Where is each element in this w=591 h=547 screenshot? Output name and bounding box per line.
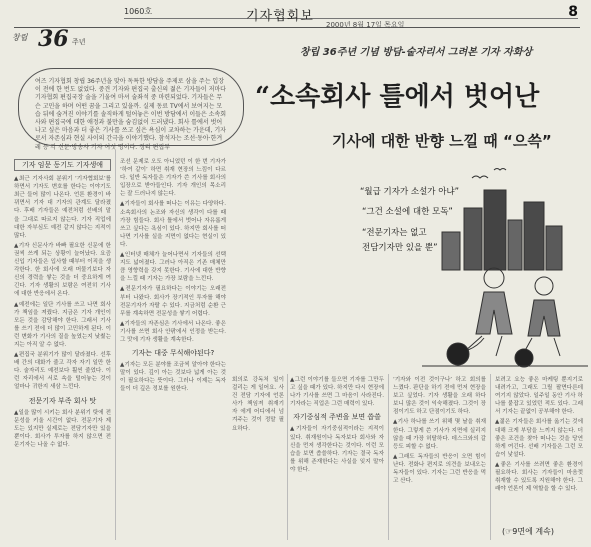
paragraph: ▲그래도 독자들의 반응이 오면 힘이 난다. 전화나 편지로 의견을 보내오는 독자들이 있다. 기자는 그런 반응을 먹고 산다. bbox=[393, 453, 486, 485]
article-column bbox=[120, 158, 226, 534]
issue-number: 1060호 bbox=[124, 7, 153, 16]
paragraph: 회의로 강독처 일이 걸리는 게 일어요. 사건 전담 기자에 언론사가 책임져 취재기자 에게 어디에서 넘겨주는 것이 정말 필요하다. bbox=[232, 377, 284, 432]
paragraph: ▲최근 기자사회 분위기 ‘기자협회보’를 하면서 기자도 변호를 한다는 이야기도 최근 들어 많이 나온다. 언론 환경이 바뀌면서 기자 대 기자의 관계도 달라졌다. 후배 기자들은 예전처럼 선배의 말을 그대로 따르지 않는다. 기자 직업에 대한 자부심도 예전 같지 않다는 지적이 많다. bbox=[14, 176, 111, 239]
page-number: 8 bbox=[568, 4, 578, 20]
paragraph: ▲전문기자가 필요하다는 이야기는 오래전부터 나왔다. 회사가 장기적인 투자를 해야 전문기자가 자랄 수 있다. 지금처럼 순환 근무를 계속하면 전문성을 쌓기 어렵다. bbox=[120, 286, 226, 317]
section-heading: 자기중심적 주변을 보면 씁쓸 bbox=[293, 413, 381, 422]
header-rule bbox=[124, 18, 578, 19]
paragraph: ▲기자들의 자존심은 기사에서 나온다. 좋은 기사를 쓰면 회사 안팎에서 인정을 받는다. 그 맛에 기자 생활을 계속한다. bbox=[120, 320, 226, 343]
paragraph: ▲젊은 기자들은 회사를 옮기는 것에 대해 크게 부담을 느끼지 않는다. 더 좋은 조건을 찾아 떠나는 것을 당연하게 여긴다. 선배 기자들은 그런 모습이 낯설다. bbox=[495, 419, 583, 458]
paragraph: ▲기자 신문사가 바빠 필요한 신문에 한 권씩 쓰게 되는 상황이 늘어났다. 요즘 신입 기자들은 입사할 때부터 이직을 생각한다. 한 회사에 오래 머물기보다 자신의 경력을 쌓는 것을 더 중요하게 여긴다. 기자 생활의 보람은 여전히 기사에 대한 반응에서 온다. bbox=[14, 242, 111, 298]
article-column bbox=[232, 376, 284, 534]
column-divider bbox=[490, 374, 491, 540]
paragraph: ▲일을 많이 시키는 회사 분위기 탓에 전문성을 키울 시간이 없다. 전문기자 제도는 있지만 실제로는 전담기자만 있을 뿐이다. 회사가 투자를 하지 않으면 전문기자는 나올 수 없다. bbox=[14, 409, 111, 448]
column-divider bbox=[287, 374, 288, 540]
section-heading: 기자 임문 동기도 기자생애 bbox=[14, 159, 111, 171]
page-header bbox=[14, 6, 580, 28]
paragraph: 조선 문제로 오도 아니었던 이 한 번 기자가 ‘하여 같이’ 하면 취재 현장의 느낌이 다르다. 일반 독자들은 기자가 쓴 기사를 회사의 입장으로 받아들인다. 기자 개인의 목소리는 잘 드러나지 않는다. bbox=[120, 159, 226, 198]
illustration-quote: “그건 소설에 대한 모독” bbox=[362, 207, 453, 217]
intro-box: 여즈 기자협회 창립 36주년을 맞아 독특한 방담을 주제로 삼을 주는 입장이 전에 한 번도 없었다. 중견 기자와 편집국 출신의 젊은 기자들이 저마다 기자협회 편집국장 술을 기울여 마셔 술좌석 중 마련되었다. 기자들은 무슨 고민을 하며 어떤 꿈을 그리고 있을까. 실제 동료 TV에서 보여지는 모습 뒤에 숨겨진 이야기를 솔직하게 털어놓은 이번 방담에서 이들은 소속회사와 편집국에 대한 애정과 불만을 숨김없이 드러냈다. 회사 틀에서 벗어나고 싶은 마음과 더 좋은 기사를 쓰고 싶은 욕심이 교차하는 가운데, 기자로서 자존심과 현실 사이의 간극을 이야기했다. 참석자는 조선·동아·한겨레 등 각 신문·방송사 기자 여섯 명이다. 정리 편집부 bbox=[18, 68, 244, 146]
section-heading: 전문기자 부족 회사 탓 bbox=[28, 396, 97, 405]
subheadline: 기사에 대한 반향 느낄 때 “으쓱” bbox=[332, 132, 552, 150]
issue-date: 2000년 8월 17일 목요일 bbox=[326, 21, 405, 29]
paragraph: ▲그런 이야기를 들으면 기자를 그만두고 싶을 때가 있다. 하지만 다시 현장에 나가 기사를 쓰면 그 마음이 사라진다. 기자라는 직업은 그런 매력이 있다. bbox=[290, 377, 384, 408]
paragraph: ▲기자는 모든 분야를 조금씩 알아야 한다는 말이 있다. 깊이 아는 것보다 넓게 아는 것이 필요하다는 뜻이다. 그러나 이제는 독자들이 더 깊은 정보를 원한다. bbox=[120, 362, 226, 393]
column-divider bbox=[115, 150, 116, 540]
illustration-quote: 전담기자만 있을 뿐” bbox=[362, 243, 438, 253]
illustration-quote: “월급 기자가 소설가 아냐” bbox=[360, 187, 460, 197]
paragraph: ▲인터넷 매체가 늘어나면서 기자들의 선택지도 넓어졌다. 그러나 아직은 기존 매체만큼 영향력을 갖지 못한다. 기사에 대한 반향을 느낄 때 기자는 가장 보람을 느낀다. bbox=[120, 252, 226, 283]
paragraph: ▲좋은 기사를 쓰려면 좋은 환경이 필요하다. 회사는 기자들이 마음껏 취재할 수 있도록 지원해야 한다. 그래야 언론이 제 역할을 할 수 있다. bbox=[495, 461, 583, 493]
paragraph: ▲기사 하나를 쓰기 위해 몇 날을 취재한다. 그렇게 쓴 기사가 지면에 실리지 않을 때 가장 허탈하다. 데스크와의 갈등도 피할 수 없다. bbox=[393, 419, 486, 450]
article-column bbox=[14, 154, 111, 534]
ball-and-chain-icon bbox=[447, 338, 533, 367]
paragraph: ▲기자들이 회사를 떠나는 이유는 다양하다. 소속회사의 논조와 자신의 생각이 다를 때 가장 힘들다. 회사 틀에서 벗어나 자유롭게 쓰고 싶다는 욕심이 있다. 하지만 회사를 떠나면 기사를 실을 지면이 없다는 현실이 있다. bbox=[120, 201, 226, 248]
headline: “소속회사 틀에서 벗어난 bbox=[255, 82, 540, 112]
paragraph: ▲예전에는 일단 기사를 쓰고 나면 회사가 책임을 져줬다. 지금은 기자 개인이 모든 것을 감당해야 한다. 그래서 기사를 쓰기 전에 더 많이 고민하게 된다. 이런 변화가 기사의 질을 높였는지 낮췄는지는 아직 알 수 없다. bbox=[14, 301, 111, 348]
series-title: 창립 36주년 기념 방담-숱자리서 그려본 기자 자화상 bbox=[300, 47, 533, 58]
logo-label-right: 주년 bbox=[72, 38, 86, 46]
section-heading: 기자는 대중 무식해야된다? bbox=[131, 349, 215, 358]
column-divider bbox=[388, 374, 389, 540]
continued-note: (☞9면에 계속) bbox=[502, 527, 554, 536]
paper-name: 기자협회보 bbox=[246, 9, 314, 24]
article-column bbox=[393, 376, 486, 534]
reporter-figure-icon bbox=[464, 268, 512, 356]
paragraph: ‘기자와 이전 것이구나’ 하고 회의를 느꼈다. 판단을 하기 전에 먼저 현장을 보고 싶었다. 기자 생활을 오래 하다 보니 많은 것이 익숙해졌다. 그것이 장점이기도 하고 단점이기도 하다. bbox=[393, 377, 486, 416]
bird-icon bbox=[472, 176, 488, 178]
illustration-quote: “전문기자는 없고 bbox=[362, 228, 427, 238]
city-skyline-icon bbox=[442, 190, 562, 270]
article-column bbox=[495, 376, 583, 524]
reporter-figure-icon bbox=[522, 277, 560, 356]
paragraph: ▲편집국 분위기가 많이 달라졌다. 선후배 간의 대화가 줄고 각자 자기 일만 한다. 술자리도 예전보다 훨씬 줄었다. 이런 자리에서 서로 속을 털어놓는 것이 얼마나 귀한지 새삼 느낀다. bbox=[14, 352, 111, 391]
anniversary-logo bbox=[10, 26, 100, 56]
bird-icon bbox=[494, 169, 506, 171]
logo-number: 36 bbox=[38, 26, 69, 52]
logo-label-left: 창립 bbox=[12, 33, 28, 42]
article-column bbox=[290, 376, 384, 534]
paragraph: ▲기자들이 자기중심적이라는 지적이 있다. 취재원이나 독자보다 회사와 자신을 먼저 생각한다는 것이다. 이런 모습을 보면 씁쓸하다. 기자는 결국 독자를 위해 존재한다는 사실을 잊지 말아야 한다. bbox=[290, 426, 384, 473]
paragraph: 보려고 요능 좋은 마케팅 뿐지기로 내려가고, 그래도 그릴 팔면다른데 여기지 않았다. 일주일 동안 기사 하나를 붙잡고 있었던 적도 있다. 그래서 기자는 끝없이 공부해야 한다. bbox=[495, 377, 583, 416]
